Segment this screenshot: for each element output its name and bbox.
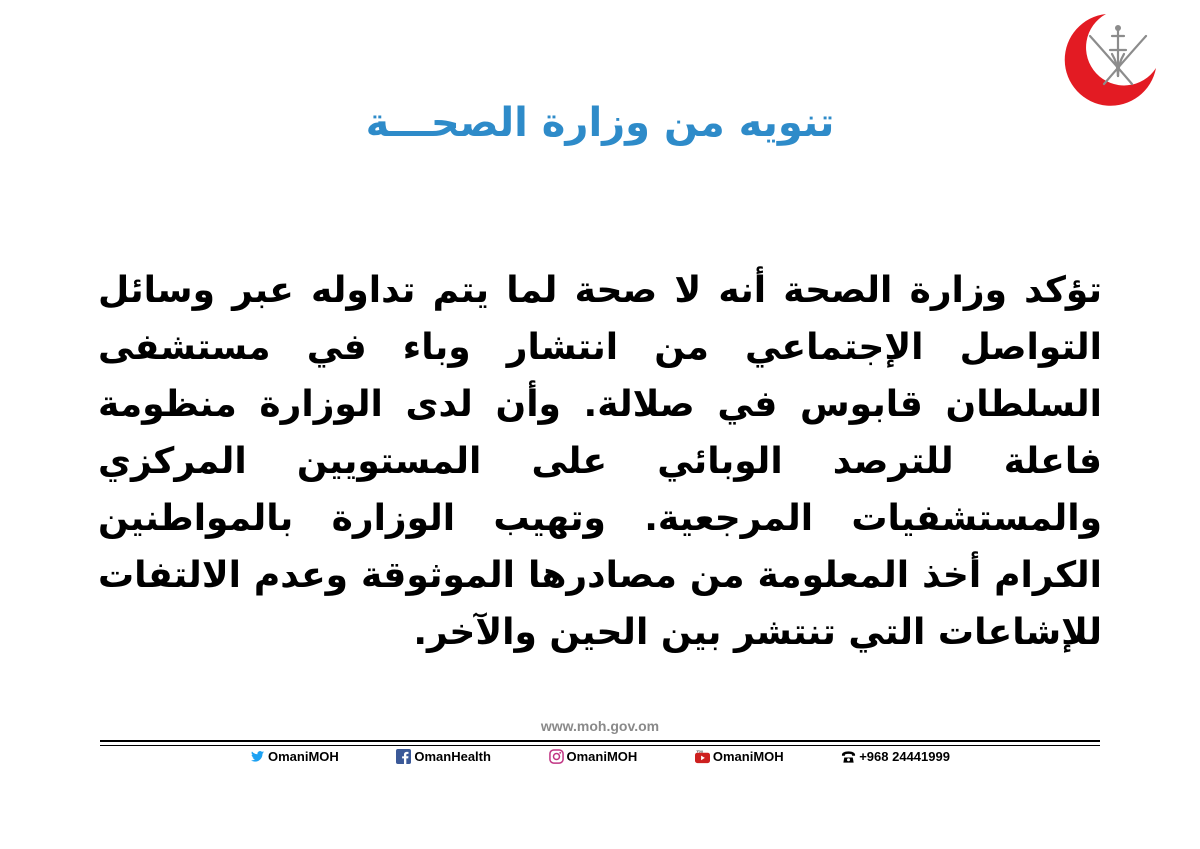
social-label: +968 24441999: [859, 748, 950, 764]
footer-divider: [100, 740, 1100, 742]
social-item-facebook[interactable]: [396, 749, 491, 764]
social-label: OmaniMOH: [268, 748, 339, 764]
social-links: [250, 746, 950, 766]
youtube-icon: [695, 749, 710, 764]
red-crescent-emblem-icon: [1060, 10, 1160, 110]
social-label: OmaniMOH: [566, 748, 638, 764]
website-link[interactable]: www.moh.gov.om: [540, 718, 660, 734]
phone-icon: [841, 749, 856, 764]
social-item-phone[interactable]: [841, 749, 950, 764]
social-label: OmaniMOH: [712, 748, 784, 764]
social-label: OmanHealth: [414, 748, 491, 764]
page-title: تنويه من وزارة الصحـــة: [365, 100, 835, 146]
svg-text:You: You: [696, 748, 704, 753]
notice-body: تؤكد وزارة الصحة أنه لا صحة لما يتم تداوله عبر وسائل التواصل الإجتماعي من انتشار وباء في مستشفى السلطان قابوس في صلالة. وأن لدى الوزارة منظومة فاعلة للترصد الوبائي على المستويين المركزي والمستشفيات المرجعية. وتهيب الوزارة بالمواطنين الكرام أخذ المعلومة من مصادرها الموثوقة وعدم الالتفات للإشاعات التي تنتشر بين الحين والآخر.: [98, 270, 1102, 653]
social-item-youtube[interactable]: [695, 749, 784, 764]
facebook-icon: [396, 749, 411, 764]
social-item-instagram[interactable]: [549, 749, 638, 764]
ministry-logo: [1060, 10, 1160, 110]
social-item-twitter[interactable]: [250, 749, 339, 764]
twitter-icon: [250, 749, 265, 764]
instagram-icon: [549, 749, 564, 764]
